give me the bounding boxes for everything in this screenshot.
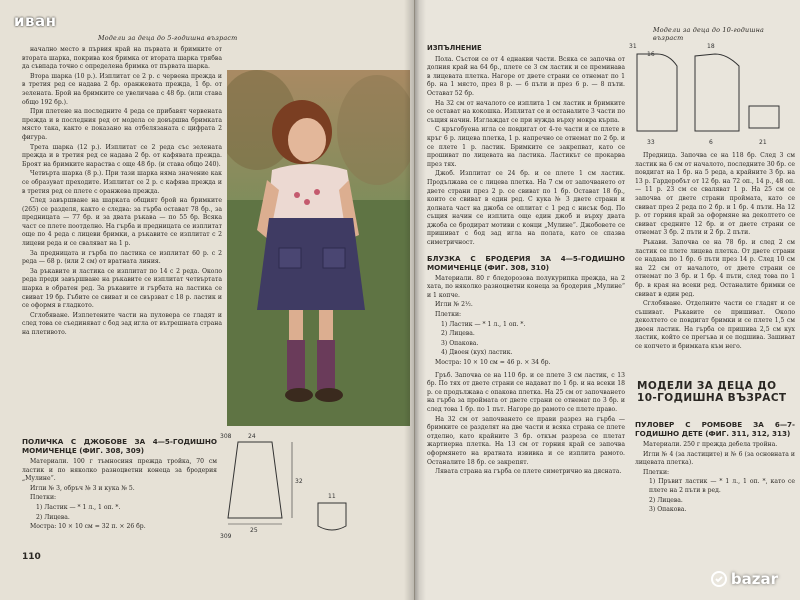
pullover-pattern-title: ПУЛОВЕР С РОМБОВЕ ЗА 6—7-ГОДИШНО ДЕТЕ (ФИГ. 311, 312, 313) (635, 420, 795, 438)
right-paragraph: Лявата страна на гърба се плете симетрично на дясната. (435, 468, 622, 476)
blouse-gauge: Мостра: 10 × 10 см = 46 р. × 34 бр. (435, 359, 551, 366)
right-page (415, 0, 800, 600)
skirt-stitch-item: 1) Ластик — * 1 л., 1 оп. *. (36, 503, 121, 511)
blouse-stitch-item: 4) Двоен (кух) ластик. (441, 349, 513, 357)
right-text-column-2 (635, 152, 795, 353)
right-paragraph: Пола. Състои се от 4 еднакви части. Всяка се започва от долния край на 64 бр., плете се 3 см ластик и се преминава в лицевата плетка. Нагоре от двете страни се отнемат по 1 бр. на 1 място, през 8 р. — 6 пъти и през 6 р. — 8 пъти. Остават 52 бр. (427, 55, 625, 97)
right-paragraph: Джоб. Изплитат се 24 бр. и се плете 1 см ластик. Продължава се с лицева плетка. На 7 см от започването от двете страни през 2 р. се свиват по 1 бр. Остават 18 бр., които се свиват в един ред. С кука № 3 двете страни и долната част на джоба се оплитат с 1 ред с нисък бод. По същия начин се изплита още един джоб и върху двата джоба се бродират мотиви с конци „Мулине“. Джобовете се пришиват с бод зад игла на полата, като се спазва симетричност. (427, 170, 625, 247)
blouse-stitches-label: Плетки: (435, 311, 462, 319)
skirt-pattern-block (22, 433, 217, 533)
left-paragraph: При плетене на последните 4 реда се прибавят червената прежда и в последния ред от модела се довършва бримката място така, както е показано на отбелязаната с цифрата 2 фигура. (22, 108, 222, 141)
photo-girl-in-skirt (227, 70, 410, 426)
right-paragraph: Сглобяване. Отделните части се гладят и се съшиват. Ръкавите се пришиват. Около деколтето се повдигат бримки и се плете 1,5 см двоен ластик. На гърба се пришива 2,5 см кух ластик, който се прегъва и се подшива. Зашиват се копчето и бримката към него. (635, 300, 795, 351)
pullover-materials: Материали. 250 г прежда дебела тройна. (643, 441, 778, 448)
skirt-materials: Материали. 100 г тъмносиня прежда тройка, 70 см ластик и по няколко разноцветни конеца за бродерия „Мулине“. (22, 458, 217, 483)
blouse-pattern-title: БЛУЗКА С БРОДЕРИЯ ЗА 4—5-ГОДИШНО МОМИЧЕНЦЕ (ФИГ. 308, 310) (427, 253, 625, 272)
left-paragraph: Трета шарка (12 р.). Изплитат се 2 реда със зелената прежда и в третия ред се надава 2 бр. от кафявата прежда. Броят на бримките нараства с още 48 бр. (и става общо 240). (22, 143, 222, 168)
bazar-logo-icon (711, 571, 727, 587)
left-paragraph: След завършване на шарката общият брой на бримките (265) се разделя, както е следва: за гърба остават 78 бр., за предницата — 77 бр. и за двата ръкава — по 55 бр. Всяка част се плете поотделно. На гърба и предницата се изплитат още по 4 реда с лицеви бримки, а ръкавите се изплитат с 2 лицеви реда и се сваляват на 1 р. (22, 197, 222, 248)
blouse-dim-bottom: 6 (709, 139, 713, 146)
blouse-stitch-item: 3) Опакова. (441, 339, 479, 347)
blouse-stitch-item: 1) Ластик — * 1 л., 1 оп. *. (441, 320, 526, 328)
left-paragraph: Четвърта шарка (8 р.). При тази шарка няма значение как се образуват преходите. Изплитат се 2 р. с кафява прежда и в третия ред се плете с оранжева прежда. (22, 170, 222, 195)
right-running-head: Модели за деца до 10-годишна възраст (653, 26, 765, 42)
left-paragraph: За предницата и гърба по ластика се изплитат 60 р. с 2 реда — 68 р. (или 2 см) от вратната линия. (22, 249, 222, 266)
section-title: МОДЕЛИ ЗА ДЕЦА ДО 10-ГОДИШНА ВЪЗРАСТ (637, 380, 787, 404)
skirt-diagram-svg (218, 428, 358, 540)
left-paragraph: начално место в първия край на първата и бримките от втората шарка, покрива коя бримка от втората шарка трябва да съвпада точно с определена бримка от първата шарка. (22, 46, 222, 71)
skirt-stitch-item: 2) Лицева. (36, 513, 70, 521)
left-text-column (22, 46, 222, 339)
left-paragraph: Втора шарка (10 р.). Изплитат се 2 р. с червена прежда и в третия ред се надава 2 бр. оранжевата прежда, 1 бр. от зелената. Брой на бримките се увеличава с 48 бр. (или става общо 192 бр.). (22, 72, 222, 106)
pullover-stitches-label: Плетки: (643, 468, 670, 476)
blouse-dim-bottom: 21 (759, 139, 767, 146)
blouse-dim-top: 18 (707, 43, 715, 50)
dim-top-label: 24 (248, 433, 256, 440)
pullover-pattern-block (635, 416, 795, 516)
dim-bottom-label: 25 (250, 527, 258, 534)
right-paragraph: С кръгобуена игла се повдигат от 4-те части и се плете в кръг 6 р. лицева плетка, 1 р. напречно се отнемат по 2 бр. и се плете 1 р. ластик. Бримките се закрепват, като се прошиват по лицевата на ластика. Ластикът се прокарва през тях. (427, 126, 625, 168)
blouse-needles: Игли № 2½. (435, 301, 473, 309)
right-paragraph: На 32 см от началото се изплита 1 см ластик и бримките се остават на кокошка. Изплитат се и останалите 3 части по същия начин. Изглаждат се при нужда върху мокра кърпа. (427, 99, 625, 124)
skirt-needles: Игли № 3, обръч № 3 и кука № 5. (30, 484, 135, 492)
left-paragraph: За ръкавите и ластика се изплитат по 14 с 2 реда. Около реда преди завършване на ръкавите се изплитат четвъртата шарка в обратен ред. За ръкавите и гърбата на ластика се свиват 19 бр. Гъбите се свиват и се свързват с 18 р. ластик и се оформя в гладкото. (22, 267, 222, 310)
left-paragraph: Сглобяване. Изплетените части на пуловера се гладят и след това се съединяват с бод зад игла от вътрешната страна на плетивото. (22, 311, 222, 336)
right-paragraph: Ръкави. Започва се на 78 бр. и след 2 см ластик се плете лицева плетка. От двете страни се надава по 1 бр. 6 пъти през 14 р. След 10 см на 22 см от началото, от двете страни се отнемат по 3 бр. и 1 бр. 4 пъти, след това по 1 бр. в края на всеки ред. Останалите бримки се свиват в един ред. (635, 238, 795, 298)
blouse-dim-top: 31 (629, 43, 637, 50)
blouse-dim-bottom: 33 (647, 139, 655, 146)
skirt-diagram (218, 428, 358, 540)
dim-side-label: 32 (295, 478, 303, 485)
skirt-gauge: Мостра: 10 × 10 см = 32 п. × 26 бр. (30, 523, 146, 531)
right-text-column-1 (427, 40, 625, 478)
fig-309-label: 309 (220, 533, 232, 540)
pullover-stitch-item: 1) Пръвит ластик — * 1 л., 1 оп. *, като се плете на 2 пъти в ред. (649, 478, 795, 494)
execution-heading: ИЗПЪЛНЕНИЕ (427, 44, 482, 52)
bazar-badge (711, 570, 778, 588)
watermark-text: иван (14, 12, 57, 30)
blouse-stitch-item: 2) Лицева. (441, 330, 475, 338)
left-page-number: 110 (22, 552, 41, 562)
blouse-materials: Материали. 80 г бледорозова полукурипка прежда, на 2 хата, по няколко разноцветни конеца за бродерия „Мулине“ и 1 копче. (427, 274, 625, 299)
blouse-dim-top: 16 (647, 51, 655, 58)
right-paragraph: Гръб. Започва се на 110 бр. и се плете 3 см ластик, с 13 бр. По тях от двете страни се надават по 1 бр. и на всеки 18 р. се продължава с опакова плетка. На 25 см от започването на гърба за проймата от двете страни се отнемат по 3 бр. и след това 1 бр. по 1 път. Нагоре до рамото се плете право. (427, 371, 625, 413)
left-running-head: Модели за деца до 5-годишна възраст (98, 34, 238, 42)
right-paragraph: На 32 см от започването се прави разрез на гърба — бримките се разделят на две части и всяка страна се плете отделно, като крайните 3 бр. откъм разреза се плетат жартиерна плетка. На 13 см от горния край се започва оформянето на вратната извивка и се изплита рамото. Останалите 18 бр. се закрепят. (427, 415, 625, 466)
skirt-stitches-label: Плетки: (30, 494, 57, 502)
pullover-needles: Игли № 4 (за ластиците) и № 6 (за основната и лицевата плетка). (635, 450, 795, 467)
right-paragraph: Предница. Започва се на 118 бр. След 3 см ластик на 6 см от началото, последните 30 бр. се повдигат на 1 бр. на 5 реда, а крайните 3 бр. на 13 р. Гардеробът от 12 бр. на 72 оп., 14 р., 48 оп. — 11 р. 23 см се сваляват 1 р. На 25 см се започва от двете страни проймата, като се свиват през 2 реда по 2 бр. и 1 бр. 4 пъти. На 12 р. от горния край за оформяне на деколтето се свиват средните 12 бр. и от двете страни се отнемат 3 бр. 2 пъти и 2 бр. 2 пъти. (635, 152, 795, 237)
pullover-stitch-item: 3) Опакова. (649, 506, 687, 514)
pullover-stitch-item: 2) Лицева. (649, 496, 683, 504)
photo-illustration (227, 70, 410, 426)
bazar-badge-label: bazar (730, 570, 778, 588)
fig-308-label: 308 (220, 433, 232, 440)
dim-small-label: 11 (328, 493, 336, 500)
skirt-pattern-title: ПОЛИЧКА С ДЖОБОВЕ ЗА 4—5-ГОДИШНО МОМИЧЕНЦЕ (ФИГ. 308, 309) (22, 437, 217, 455)
